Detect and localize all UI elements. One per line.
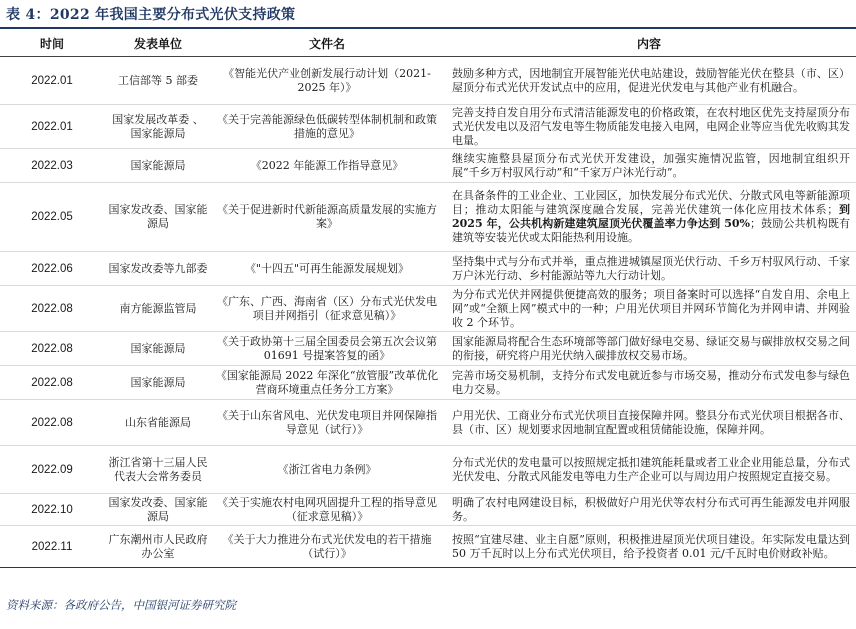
table-row [0, 366, 856, 400]
content-text: 户用光伏、工商业分布式光伏项目直接保障并网。整县分布式光伏项目根据各市、县（市、区）规划要求因地制宜配置或租赁储能设施，保障并网。 [452, 408, 850, 436]
cell-time: 2022.01 [31, 74, 73, 87]
cell-content [442, 286, 856, 332]
cell-content [442, 400, 856, 446]
cell-time: 2022.09 [31, 463, 73, 476]
cell-time: 2022.03 [31, 159, 73, 172]
cell-publisher: 浙江省第十三届人民代表大会常务委员 [108, 455, 208, 483]
content-text: 完善支持自发自用分布式清洁能源发电的价格政策，在农村地区优先支持屋顶分布式光伏发电以及沼气发电等生物质能发电接入电网，电网企业等应当优先收购其发电量。 [452, 105, 850, 147]
content-text: 国家能源局将配合生态环境部等部门做好绿电交易、绿证交易与碳排放权交易之间的衔接，研究将户用光伏纳入碳排放权交易市场。 [452, 334, 850, 362]
cell-file: 《"十四五"可再生能源发展规划》 [244, 261, 410, 275]
cell-file: 《关于政协第十三届全国委员会第五次会议第 01691 号提案答复的函》 [217, 334, 437, 362]
cell-publisher: 国家能源局 [130, 158, 186, 172]
cell-content [442, 105, 856, 149]
content-text: 为分布式光伏并网提供便捷高效的服务；项目备案时可以选择“自发自用、余电上网”或“全额上网”模式中的一种；户用光伏项目并网环节简化为并网申请、并网验收 2 个环节。 [452, 287, 850, 329]
cell-publisher: 国家发改委等九部委 [108, 261, 208, 275]
source-note: 资料来源：各政府公告，中国银河证券研究院 [6, 598, 236, 612]
cell-time: 2022.08 [31, 376, 73, 389]
cell-content [442, 494, 856, 526]
cell-content [442, 252, 856, 286]
policy-table [0, 30, 856, 568]
cell-content [442, 366, 856, 400]
table-row [0, 526, 856, 568]
cell-file: 《关于完善能源绿色低碳转型体制机制和政策措施的意见》 [217, 112, 437, 140]
content-text: 在具备条件的工业企业、工业园区，加快发展分布式光伏、分散式风电等新能源项目；推动太阳能与建筑深度融合发展，完善光伏建筑一体化应用技术体系； [452, 189, 850, 216]
header-publisher: 发表单位 [104, 30, 212, 57]
content-text: 明确了农村电网建设目标，积极做好户用光伏等农村分布式可再生能源发电并网服务。 [452, 495, 850, 523]
cell-time: 2022.08 [31, 302, 73, 315]
cell-content [442, 332, 856, 366]
cell-publisher: 南方能源监管局 [119, 301, 197, 315]
content-bold-text: 到 2025 年，公共机构新建建筑屋顶光伏覆盖率力争达到 50% [452, 203, 851, 230]
cell-publisher: 山东省能源局 [125, 415, 191, 429]
content-text-after: ；鼓励公共机构既有建筑等安装光伏或太阳能热利用设施。 [452, 217, 850, 244]
table-row [0, 252, 856, 286]
cell-publisher: 国家发展改革委 、国家能源局 [112, 112, 204, 140]
table-row [0, 286, 856, 332]
table-row [0, 446, 856, 494]
cell-time: 2022.01 [31, 120, 73, 133]
table-row [0, 400, 856, 446]
cell-time: 2022.08 [31, 342, 73, 355]
cell-publisher: 国家能源局 [130, 341, 186, 355]
cell-time: 2022.10 [31, 503, 73, 516]
cell-publisher: 国家能源局 [130, 375, 186, 389]
table-row [0, 494, 856, 526]
header-file: 文件名 [212, 30, 442, 57]
cell-time: 2022.08 [31, 416, 73, 429]
content-text: 坚持集中式与分布式并举，重点推进城镇屋顶光伏行动、千乡万村驭风行动、千家万户沐光行动、乡村能源站等九大行动计划。 [452, 254, 850, 282]
content-text: 分布式光伏的发电量可以按照规定抵扣建筑能耗量或者工业企业用能总量，分布式光伏发电、分散式风能发电等电力生产企业可以与周边用户按照规定直接交易。 [452, 455, 850, 483]
cell-time: 2022.11 [31, 540, 73, 553]
header-time: 时间 [0, 30, 104, 57]
content-text: 按照“宜建尽建、业主自愿”原则，积极推进屋顶光伏项目建设。年实际发电量达到 50 万千瓦时以上分布式光伏项目，给予投资者 0.01 元/千瓦时电价财政补贴。 [452, 532, 850, 560]
cell-publisher: 工信部等 5 部委 [118, 73, 198, 87]
cell-file: 《关于山东省风电、光伏发电项目并网保障指导意见（试行）》 [217, 408, 437, 436]
cell-file: 《关于实施农村电网巩固提升工程的指导意见（征求意见稿）》 [217, 495, 437, 523]
table-row [0, 183, 856, 252]
header-content: 内容 [442, 30, 856, 57]
table-row [0, 332, 856, 366]
cell-file: 《智能光伏产业创新发展行动计划（2021-2025 年）》 [223, 66, 431, 94]
cell-publisher: 国家发改委、国家能源局 [108, 203, 208, 230]
content-text: 鼓励多种方式，因地制宜开展智能光伏电站建设，鼓励智能光伏在整县（市、区）屋顶分布式光伏开发试点中的应用，促进光伏发电与其他产业有机融合。 [452, 66, 850, 94]
cell-time: 2022.05 [31, 211, 73, 223]
content-text: 完善市场交易机制，支持分布式发电就近参与市场交易，推动分布式发电参与绿色电力交易。 [452, 368, 850, 396]
cell-content [442, 183, 856, 252]
cell-content [442, 57, 856, 105]
table-header-row [0, 30, 856, 57]
cell-file: 《国家能源局 2022 年深化“放管服”改革优化营商环境重点任务分工方案》 [215, 368, 439, 396]
cell-file: 《2022 年能源工作指导意见》 [250, 158, 404, 172]
table-row [0, 105, 856, 149]
cell-file: 《关于大力推进分布式光伏发电的若干措施（试行）》 [222, 532, 432, 560]
table-title: 表 4：2022 年我国主要分布式光伏支持政策 [6, 7, 296, 23]
cell-time: 2022.06 [31, 262, 73, 275]
cell-publisher: 广东潮州市人民政府办公室 [108, 532, 208, 560]
title-rule [0, 27, 856, 29]
cell-file: 《广东、广西、海南省（区）分布式光伏发电项目并网指引（征求意见稿）》 [217, 294, 437, 322]
table-row [0, 149, 856, 183]
cell-content [442, 149, 856, 183]
cell-publisher: 国家发改委、国家能源局 [108, 495, 208, 523]
cell-content [442, 446, 856, 494]
cell-file: 《关于促进新时代新能源高质量发展的实施方案》 [217, 203, 437, 230]
cell-file: 《浙江省电力条例》 [277, 462, 377, 476]
table-row [0, 57, 856, 105]
cell-content [442, 526, 856, 568]
content-text: 继续实施整县屋顶分布式光伏开发建设，加强实施情况监管，因地制宜组织开展“千乡万村驭风行动”和“千家万户沐光行动”。 [452, 151, 850, 179]
